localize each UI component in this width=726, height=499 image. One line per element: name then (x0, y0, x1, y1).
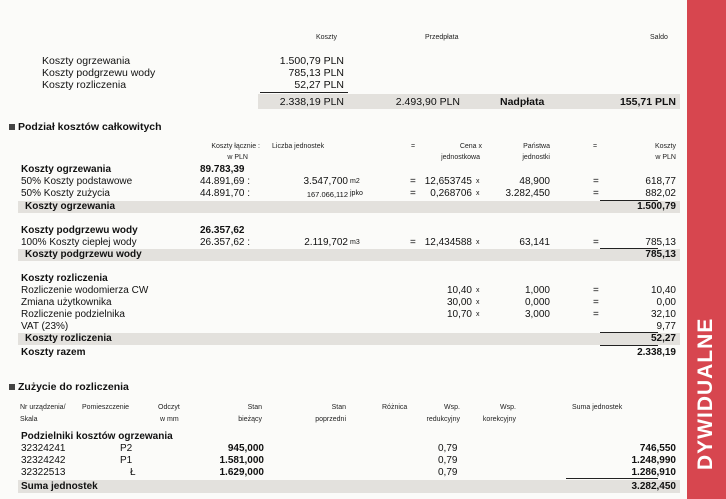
row-stan: 1.629,000 (219, 467, 264, 478)
col-koszty-lacznie: Koszty łącznie : (211, 143, 260, 150)
col-suma: Suma jednostek (572, 404, 623, 411)
table-row (18, 188, 680, 200)
col-liczba-jednostek: Liczba jednostek (272, 143, 325, 150)
subtotal-label: Koszty podgrzewu wody (25, 249, 142, 260)
row-eq: = (593, 297, 599, 308)
group-woda-title (18, 225, 680, 237)
row-label: Zmiana użytkownika (21, 297, 112, 308)
row-x: x (476, 178, 480, 185)
row-cena: 10,70 (446, 309, 472, 320)
subtotal-value: 1.500,79 (637, 201, 676, 212)
section-title-text: Podział kosztów całkowitych (18, 121, 162, 133)
subtotal-row (18, 249, 680, 261)
row-panstwa: 3.282,450 (505, 188, 550, 199)
row-label: 100% Koszty ciepłej wody (21, 237, 137, 248)
table-row (18, 455, 680, 467)
row-x: x (476, 299, 480, 306)
row-koszty: 0,00 (656, 297, 676, 308)
col-nr: Nr urządzenia/ (20, 404, 66, 411)
col-roznica: Różnica (382, 404, 408, 411)
group-rozliczenie-title (18, 273, 680, 285)
row-suma: 1.286,910 (631, 467, 676, 478)
col-cena: Cena x (459, 143, 482, 150)
subtotal-row (18, 201, 680, 213)
row-unit: jpko (350, 190, 363, 197)
row-nr: 32322513 (21, 467, 66, 478)
sum-underline (566, 478, 658, 479)
row-wsp: 0,79 (438, 467, 458, 478)
group-label: Podzielniki kosztów ogrzewania (21, 431, 173, 442)
row-cena: 0,268706 (430, 188, 472, 199)
col-stan-poprzedni: Stan (331, 404, 346, 411)
table-row (18, 176, 680, 188)
col-poprzedni: poprzedni (315, 416, 346, 423)
row-eq: = (410, 188, 416, 199)
row-eq2: = (593, 237, 599, 248)
summary-label-rozliczenie: Koszty rozliczenia (42, 79, 127, 91)
row-stan: 945,000 (227, 443, 264, 454)
row-wsp: 0,79 (438, 443, 458, 454)
row-eq: = (593, 285, 599, 296)
row-koszty: 618,77 (645, 176, 676, 187)
summary-value-ogrzewanie: 1.500,79 PLN (279, 55, 344, 67)
razem-row (18, 347, 680, 359)
summary-value-rozliczenie: 52,27 PLN (294, 79, 344, 91)
row-pomieszczenie: P2 (120, 443, 133, 454)
row-suma: 1.248,990 (631, 455, 676, 466)
table-row (18, 309, 680, 321)
row-pomieszczenie: Ł (130, 467, 136, 478)
row-koszty-lacznie: 44.891,70 : (200, 188, 251, 199)
row-label: 50% Koszty podstawowe (21, 176, 133, 187)
col-eq2: = (593, 143, 598, 150)
summary-value-woda: 785,13 PLN (288, 67, 344, 79)
subtotal-label: Koszty rozliczenia (25, 333, 112, 344)
col-koszty: Koszty (654, 143, 676, 150)
summary-total: 2.338,19 PLN (279, 96, 344, 108)
subtotal-row (18, 333, 680, 345)
table-row (18, 285, 680, 297)
col-biezacy: bieżący (238, 416, 262, 423)
bullet-icon (9, 384, 15, 390)
summary-label-ogrzewanie: Koszty ogrzewania (42, 55, 131, 67)
col-wsp-kor: Wsp. (500, 404, 516, 411)
row-unit: m3 (350, 239, 360, 246)
col-skala: Skala (20, 416, 38, 423)
row-x: x (476, 287, 480, 294)
group-total: 26.357,62 (200, 225, 245, 236)
row-cena: 12,653745 (424, 176, 472, 187)
row-pomieszczenie: P1 (120, 455, 133, 466)
table-row (18, 321, 680, 333)
row-koszty: 10,40 (650, 285, 676, 296)
row-eq2: = (593, 176, 599, 187)
header-przedplata: Przedpłata (425, 34, 459, 41)
col-jednostki: jednostki (522, 154, 550, 161)
row-suma: 746,550 (639, 443, 676, 454)
section-title-podzial (9, 121, 162, 133)
col-wsp-red: Wsp. (444, 404, 460, 411)
row-panstwa: 1,000 (524, 285, 550, 296)
table-row (18, 443, 680, 455)
subtotal-label: Koszty ogrzewania (25, 201, 116, 212)
row-stan: 1.581,000 (219, 455, 264, 466)
row-liczba: 3.547,700 (303, 176, 348, 187)
row-eq: = (410, 176, 416, 187)
section-title-text: Zużycie do rozliczenia (18, 381, 129, 393)
subtotal-value: 52,27 (650, 333, 676, 344)
table-row (18, 297, 680, 309)
col-eq: = (411, 143, 416, 150)
col-koszty-lacznie-unit: w PLN (227, 154, 248, 161)
group-total: 89.783,39 (200, 164, 245, 175)
col-korekcyjny: korekcyjny (482, 416, 516, 423)
row-koszty: 32,10 (650, 309, 676, 320)
group-label: Koszty podgrzewu wody (21, 225, 138, 236)
col-redukcyjny: redukcyjny (426, 416, 460, 423)
row-cena: 10,40 (446, 285, 472, 296)
bullet-icon (9, 124, 15, 130)
summary-przedplata: 2.493,90 PLN (395, 96, 460, 108)
row-label: Rozliczenie podzielnika (21, 309, 125, 320)
col-cena-jedn: jednostkowa (441, 154, 480, 161)
row-cena: 30,00 (446, 297, 472, 308)
suma-jednostek-row (18, 481, 680, 493)
row-panstwa: 48,900 (519, 176, 550, 187)
row-liczba: 2.119,702 (304, 237, 348, 248)
summary-label-woda: Koszty podgrzewu wody (42, 67, 156, 79)
group-label: Koszty ogrzewania (21, 164, 112, 175)
row-cena: 12,434588 (424, 237, 472, 248)
row-koszty: 882,02 (645, 188, 676, 199)
col-wmm: w mm (160, 416, 179, 423)
row-unit: m2 (350, 178, 360, 185)
row-koszty-lacznie: 44.891,69 : (200, 176, 251, 187)
group-label: Koszty rozliczenia (21, 273, 108, 284)
row-panstwa: 3,000 (524, 309, 550, 320)
row-x: x (476, 311, 480, 318)
col-panstwa: Państwa (523, 143, 550, 150)
row-nr: 32324241 (21, 443, 66, 454)
row-panstwa: 63,141 (519, 237, 550, 248)
summary-underline (260, 92, 348, 93)
row-x: x (476, 239, 480, 246)
row-x: x (476, 190, 480, 197)
row-wsp: 0,79 (438, 455, 458, 466)
section-title-zuzycie (9, 381, 129, 393)
total-label: Suma jednostek (21, 481, 98, 492)
group-ogrzewanie-title (18, 164, 680, 176)
razem-value: 2.338,19 (637, 347, 676, 358)
row-label: Rozliczenie wodomierza CW (21, 285, 149, 296)
row-liczba: 167.066,112 (306, 190, 348, 199)
summary-saldo: 155,71 PLN (619, 96, 676, 108)
col-stan-biezacy: Stan (247, 404, 262, 411)
subtotal-value: 785,13 (645, 249, 676, 260)
col-pomieszczenie: Pomieszczenie (82, 404, 130, 411)
col-koszty-unit: w PLN (655, 154, 676, 161)
row-koszty: 785,13 (645, 237, 676, 248)
row-label: VAT (23%) (21, 321, 69, 332)
row-koszty: 9,77 (656, 321, 676, 332)
header-saldo: Saldo (650, 34, 668, 41)
row-eq: = (593, 309, 599, 320)
header-koszty: Koszty (316, 34, 338, 41)
total-value: 3.282,450 (631, 481, 676, 492)
col-odczyt: Odczyt (158, 404, 180, 411)
group-podzielniki-title (18, 431, 680, 443)
side-label: DYWIDUALNE (694, 317, 717, 470)
row-panstwa: 0,000 (524, 297, 550, 308)
row-nr: 32324242 (21, 455, 66, 466)
row-label: 50% Koszty zużycia (21, 188, 110, 199)
sum-underline (600, 345, 658, 346)
table-row (18, 237, 680, 249)
row-koszty-lacznie: 26.357,62 : (200, 237, 251, 248)
razem-label: Koszty razem (21, 347, 86, 358)
summary-status: Nadpłata (500, 96, 545, 108)
row-eq: = (410, 237, 416, 248)
row-eq2: = (593, 188, 599, 199)
